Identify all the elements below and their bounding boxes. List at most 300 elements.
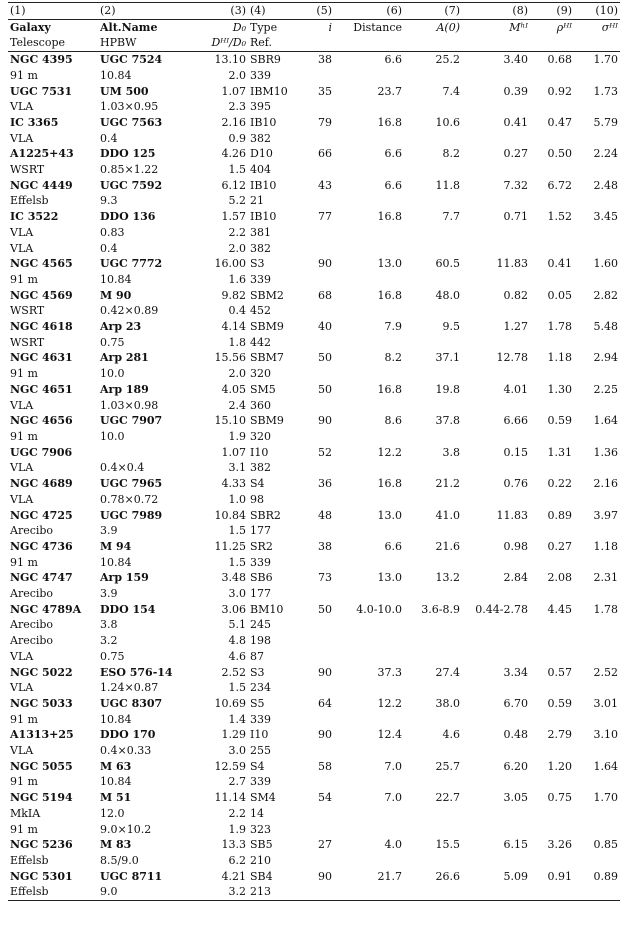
hpbw-value: 1.03×0.98 — [100, 398, 159, 412]
distance-value: 13.0 — [377, 571, 402, 585]
mhi-value: 6.70 — [503, 696, 528, 710]
header-empty — [462, 35, 530, 51]
d0-value: 4.33 — [221, 477, 246, 491]
inclination-value: 90 — [318, 869, 332, 883]
galaxy-row — [8, 790, 620, 806]
dhi-d0-value: 1.0 — [228, 492, 246, 506]
telescope-name: 91 m — [10, 555, 38, 569]
ref-value: 198 — [250, 634, 271, 648]
empty-cell — [300, 68, 334, 84]
dhi-d0-value: 1.9 — [228, 822, 246, 836]
d0-value: 15.10 — [214, 414, 246, 428]
mhi-value: 2.84 — [503, 571, 528, 585]
header-distance: Distance — [334, 19, 404, 35]
type-value: SB5 — [250, 838, 273, 852]
empty-cell — [404, 99, 462, 115]
distance-value: 16.8 — [377, 477, 402, 491]
d0-value: 4.05 — [221, 382, 246, 396]
a0-value: 11.8 — [435, 178, 460, 192]
empty-cell — [574, 303, 620, 319]
d0-value: 13.10 — [214, 53, 246, 67]
mhi-value: 0.71 — [503, 210, 528, 224]
empty-cell — [334, 774, 404, 790]
telescope-name: 91 m — [10, 712, 38, 726]
inclination-value: 73 — [318, 571, 332, 585]
empty-cell — [462, 680, 530, 696]
empty-cell — [404, 806, 462, 822]
empty-cell — [530, 586, 574, 602]
dhi-d0-value: 1.5 — [228, 163, 246, 177]
empty-cell — [404, 303, 462, 319]
telescope-name: VLA — [10, 461, 34, 475]
inclination-value: 90 — [318, 728, 332, 742]
empty-cell — [404, 712, 462, 728]
empty-cell — [462, 774, 530, 790]
ref-value: 245 — [250, 618, 271, 632]
dhi-d0-value: 2.4 — [228, 398, 246, 412]
sigma-hi-value: 2.24 — [593, 147, 618, 161]
telescope-name: WSRT — [10, 163, 45, 177]
dhi-d0-value: 4.6 — [228, 649, 246, 663]
empty-cell — [300, 649, 334, 665]
column-number: (4) — [248, 3, 300, 20]
rho-hi-value: 0.47 — [547, 115, 572, 129]
alt-name: UGC 7592 — [100, 178, 163, 192]
galaxy-row — [8, 288, 620, 304]
distance-value: 21.7 — [377, 869, 402, 883]
mhi-value: 0.41 — [503, 115, 528, 129]
empty-cell — [404, 225, 462, 241]
a0-value: 8.2 — [442, 147, 460, 161]
hpbw-value: 0.83 — [100, 225, 125, 239]
header-row-2 — [8, 35, 620, 51]
header-empty — [574, 35, 620, 51]
hpbw-value: 10.84 — [100, 555, 132, 569]
ref-value: 382 — [250, 131, 271, 145]
empty-cell — [530, 99, 574, 115]
observation-row — [8, 225, 620, 241]
hpbw-value: 9.0×10.2 — [100, 822, 152, 836]
empty-cell — [404, 633, 462, 649]
sigma-hi-value: 0.85 — [593, 838, 618, 852]
d0-value: 16.00 — [214, 257, 246, 271]
ref-value: 339 — [250, 555, 271, 569]
observation-row — [8, 884, 620, 900]
ref-value: 381 — [250, 225, 271, 239]
dhi-d0-value: 2.2 — [228, 806, 246, 820]
galaxy-name: NGC 4789A — [10, 602, 82, 616]
galaxy-row — [8, 570, 620, 586]
alt-name: Arp 23 — [100, 320, 142, 334]
header-empty — [300, 35, 334, 51]
telescope-name: 91 m — [10, 822, 38, 836]
ref-value: 339 — [250, 712, 271, 726]
hpbw-value: 0.78×0.72 — [100, 492, 159, 506]
empty-cell — [404, 335, 462, 351]
empty-cell — [530, 131, 574, 147]
empty-cell — [404, 743, 462, 759]
empty-cell — [334, 680, 404, 696]
distance-value: 8.6 — [384, 414, 402, 428]
hpbw-value: 3.9 — [100, 524, 118, 538]
hpbw-value: 10.84 — [100, 272, 132, 286]
d0-value: 3.48 — [221, 571, 246, 585]
empty-cell — [574, 822, 620, 838]
ref-value: 320 — [250, 367, 271, 381]
empty-cell — [530, 649, 574, 665]
empty-cell — [404, 241, 462, 257]
d0-value: 4.21 — [221, 869, 246, 883]
empty-cell — [530, 633, 574, 649]
column-number: (2) — [98, 3, 192, 20]
empty-cell — [404, 555, 462, 571]
sigma-hi-value: 1.64 — [593, 414, 618, 428]
empty-cell — [574, 884, 620, 900]
empty-cell — [462, 712, 530, 728]
empty-cell — [530, 398, 574, 414]
ref-value: 177 — [250, 524, 271, 538]
telescope-name: Effelsb — [10, 853, 49, 867]
mhi-value: 0.44-2.78 — [475, 602, 528, 616]
header-empty — [404, 35, 462, 51]
d0-value: 15.56 — [214, 351, 246, 365]
galaxy-row — [8, 539, 620, 555]
rho-hi-value: 0.59 — [547, 414, 572, 428]
rho-hi-value: 1.18 — [547, 351, 572, 365]
empty-cell — [574, 806, 620, 822]
dhi-d0-value: 3.2 — [192, 884, 248, 900]
mhi-value: 11.83 — [496, 508, 528, 522]
empty-cell — [300, 193, 334, 209]
hpbw-value: 3.9 — [100, 587, 118, 601]
type-value: S4 — [250, 477, 265, 491]
inclination-value: 38 — [318, 53, 332, 67]
rho-hi-value: 2.08 — [547, 571, 572, 585]
empty-cell — [300, 398, 334, 414]
mhi-value: 3.40 — [503, 53, 528, 67]
distance-value: 7.0 — [384, 759, 402, 773]
mhi-value: 3.05 — [503, 791, 528, 805]
empty-cell — [404, 523, 462, 539]
galaxy-row — [8, 146, 620, 162]
alt-name: M 83 — [100, 838, 132, 852]
type-value: SM4 — [250, 791, 276, 805]
empty-cell — [334, 555, 404, 571]
telescope-name: 91 m — [10, 68, 38, 82]
a0-value: 38.0 — [435, 696, 460, 710]
distance-value: 12.4 — [377, 728, 402, 742]
inclination-value: 50 — [318, 382, 332, 396]
empty-cell — [462, 617, 530, 633]
a0-value: 21.6 — [435, 539, 460, 553]
rho-hi-value: 1.31 — [547, 445, 572, 459]
telescope-name: VLA — [10, 398, 34, 412]
mhi-value: 12.78 — [496, 351, 528, 365]
mhi-value: 4.01 — [503, 382, 528, 396]
galaxy-row — [8, 115, 620, 131]
empty-cell — [462, 429, 530, 445]
empty-cell — [574, 555, 620, 571]
d0-value: 4.26 — [221, 147, 246, 161]
d0-value: 12.59 — [214, 759, 246, 773]
a0-value: 21.2 — [435, 477, 460, 491]
ref-value: 395 — [250, 100, 271, 114]
empty-cell — [300, 272, 334, 288]
sigma-hi-value: 1.36 — [593, 445, 618, 459]
empty-cell — [574, 335, 620, 351]
observation-row — [8, 617, 620, 633]
telescope-name: VLA — [10, 681, 34, 695]
empty-cell — [300, 712, 334, 728]
header-telescope: Telescope — [8, 35, 98, 51]
galaxy-name: NGC 4736 — [10, 539, 73, 553]
empty-cell — [530, 492, 574, 508]
type-value: IB10 — [250, 115, 277, 129]
alt-name: UGC 7563 — [100, 115, 163, 129]
galaxy-name: NGC 5236 — [10, 838, 73, 852]
telescope-name: Arecibo — [10, 618, 54, 632]
header-rho-hi: ρᴴᴵ — [530, 19, 574, 35]
empty-cell — [334, 586, 404, 602]
empty-cell — [530, 806, 574, 822]
galaxy-row — [8, 837, 620, 853]
inclination-value: 52 — [318, 445, 332, 459]
type-value: D10 — [250, 147, 273, 161]
rho-hi-value: 1.52 — [547, 210, 572, 224]
empty-cell — [334, 806, 404, 822]
empty-cell — [404, 774, 462, 790]
sigma-hi-value: 2.16 — [593, 477, 618, 491]
mhi-value: 0.39 — [503, 84, 528, 98]
empty-cell — [574, 649, 620, 665]
telescope-name: 91 m — [10, 367, 38, 381]
type-value: SB4 — [250, 869, 273, 883]
mhi-value: 0.15 — [503, 445, 528, 459]
type-value: I10 — [250, 728, 269, 742]
empty-cell — [404, 68, 462, 84]
empty-cell — [300, 131, 334, 147]
empty-cell — [530, 272, 574, 288]
telescope-name: Arecibo — [10, 587, 54, 601]
alt-name: ESO 576-14 — [100, 665, 173, 679]
empty-cell — [462, 492, 530, 508]
hpbw-value: 3.2 — [100, 634, 118, 648]
galaxy-row — [8, 869, 620, 885]
galaxy-name: A1313+25 — [10, 728, 74, 742]
galaxy-name: IC 3365 — [10, 115, 59, 129]
inclination-value: 90 — [318, 414, 332, 428]
galaxy-name: NGC 4565 — [10, 257, 73, 271]
type-value: SBM9 — [250, 320, 284, 334]
galaxy-name: NGC 5033 — [10, 696, 73, 710]
galaxy-name: NGC 4747 — [10, 571, 73, 585]
galaxy-row — [8, 602, 620, 618]
empty-cell — [530, 853, 574, 869]
empty-cell — [574, 68, 620, 84]
empty-cell — [530, 884, 574, 900]
rho-hi-value: 1.30 — [547, 382, 572, 396]
empty-cell — [404, 680, 462, 696]
empty-cell — [334, 460, 404, 476]
sigma-hi-value: 3.10 — [593, 728, 618, 742]
d0-value: 11.14 — [214, 791, 246, 805]
empty-cell — [404, 884, 462, 900]
dhi-d0-value: 5.2 — [228, 194, 246, 208]
inclination-value: 43 — [318, 178, 332, 192]
empty-cell — [530, 617, 574, 633]
column-number: (9) — [530, 3, 574, 20]
column-number: (7) — [404, 3, 462, 20]
sigma-hi-value: 2.25 — [593, 382, 618, 396]
empty-cell — [404, 398, 462, 414]
ref-value: 210 — [250, 853, 271, 867]
empty-cell — [300, 774, 334, 790]
empty-cell — [574, 523, 620, 539]
empty-cell — [334, 429, 404, 445]
hpbw-value: 0.4×0.33 — [100, 744, 152, 758]
empty-cell — [462, 555, 530, 571]
ref-value: 87 — [250, 649, 264, 663]
type-value: S3 — [250, 257, 265, 271]
empty-cell — [404, 617, 462, 633]
empty-cell — [574, 193, 620, 209]
empty-cell — [462, 241, 530, 257]
distance-value: 12.2 — [377, 696, 402, 710]
ref-value: 339 — [250, 272, 271, 286]
distance-value: 6.6 — [384, 539, 402, 553]
column-number: (10) — [574, 3, 620, 20]
ref-value: 404 — [250, 163, 271, 177]
dhi-d0-value: 1.9 — [228, 429, 246, 443]
sigma-hi-value: 2.94 — [593, 351, 618, 365]
hpbw-value: 8.5/9.0 — [100, 853, 139, 867]
observation-row — [8, 131, 620, 147]
empty-cell — [334, 633, 404, 649]
observation-row — [8, 743, 620, 759]
a0-value: 60.5 — [435, 257, 460, 271]
inclination-value: 64 — [318, 696, 332, 710]
ref-value: 14 — [250, 806, 264, 820]
observation-row — [8, 774, 620, 790]
galaxy-row — [8, 759, 620, 775]
empty-cell — [574, 617, 620, 633]
empty-cell — [574, 272, 620, 288]
dhi-d0-value: 2.3 — [228, 100, 246, 114]
distance-value: 8.2 — [384, 351, 402, 365]
empty-cell — [300, 99, 334, 115]
alt-name: DDO 136 — [100, 210, 156, 224]
header-empty — [334, 35, 404, 51]
empty-cell — [404, 429, 462, 445]
empty-cell — [462, 523, 530, 539]
header-mhi: Mʰᴵ — [462, 19, 530, 35]
alt-name: DDO 154 — [100, 602, 156, 616]
empty-cell — [574, 712, 620, 728]
galaxy-name: NGC 5301 — [10, 869, 73, 883]
telescope-name: VLA — [10, 492, 34, 506]
ref-value: 323 — [250, 822, 271, 836]
a0-value: 25.2 — [435, 53, 460, 67]
telescope-name: VLA — [10, 225, 34, 239]
dhi-d0-value: 0.9 — [228, 131, 246, 145]
empty-cell — [462, 99, 530, 115]
d0-value: 10.84 — [214, 508, 246, 522]
empty-cell — [462, 68, 530, 84]
ref-value: 213 — [248, 884, 300, 900]
hpbw-value: 9.3 — [100, 194, 118, 208]
type-value: SBM7 — [250, 351, 284, 365]
hpbw-value: 9.0 — [98, 884, 192, 900]
galaxy-name: NGC 5055 — [10, 759, 73, 773]
empty-cell — [404, 162, 462, 178]
inclination-value: 90 — [318, 665, 332, 679]
telescope-name: 91 m — [10, 272, 38, 286]
inclination-value: 79 — [318, 115, 332, 129]
dhi-d0-value: 1.4 — [228, 712, 246, 726]
rho-hi-value: 0.59 — [547, 696, 572, 710]
header-galaxy: Galaxy — [8, 19, 98, 35]
empty-cell — [334, 272, 404, 288]
dhi-d0-value: 1.5 — [228, 524, 246, 538]
sigma-hi-value: 1.60 — [593, 257, 618, 271]
galaxy-row — [8, 84, 620, 100]
hpbw-value: 0.75 — [100, 335, 125, 349]
rho-hi-value: 0.91 — [547, 869, 572, 883]
ref-value: 339 — [250, 68, 271, 82]
a0-value: 48.0 — [435, 288, 460, 302]
empty-cell — [300, 225, 334, 241]
telescope-name: VLA — [10, 131, 34, 145]
empty-cell — [404, 822, 462, 838]
inclination-value: 66 — [318, 147, 332, 161]
column-number: (8) — [462, 3, 530, 20]
ref-value: 452 — [250, 304, 271, 318]
hpbw-value: 10.84 — [100, 712, 132, 726]
rho-hi-value: 3.26 — [547, 838, 572, 852]
distance-value: 16.8 — [377, 288, 402, 302]
empty-cell — [334, 649, 404, 665]
inclination-value: 90 — [318, 257, 332, 271]
type-value: I10 — [250, 445, 269, 459]
rho-hi-value: 0.22 — [547, 477, 572, 491]
d0-value: 9.82 — [221, 288, 246, 302]
hpbw-value: 10.84 — [100, 775, 132, 789]
distance-value: 4.0-10.0 — [356, 602, 402, 616]
galaxy-name: UGC 7906 — [10, 445, 73, 459]
galaxy-row — [8, 319, 620, 335]
distance-value: 16.8 — [377, 210, 402, 224]
a0-value: 9.5 — [442, 320, 460, 334]
empty-cell — [462, 225, 530, 241]
dhi-d0-value: 1.5 — [228, 555, 246, 569]
alt-name: Arp 159 — [100, 571, 149, 585]
empty-cell — [530, 193, 574, 209]
type-value: SBM9 — [250, 414, 284, 428]
telescope-name: VLA — [10, 100, 34, 114]
d0-value: 1.07 — [221, 445, 246, 459]
empty-cell — [300, 523, 334, 539]
dhi-d0-value: 2.0 — [228, 68, 246, 82]
hpbw-value: 3.8 — [100, 618, 118, 632]
empty-cell — [404, 492, 462, 508]
sigma-hi-value: 1.64 — [593, 759, 618, 773]
distance-value: 13.0 — [377, 257, 402, 271]
alt-name: UGC 7524 — [100, 53, 163, 67]
inclination-value: 27 — [318, 838, 332, 852]
d0-value: 4.14 — [221, 320, 246, 334]
empty-cell — [334, 853, 404, 869]
empty-cell — [300, 853, 334, 869]
